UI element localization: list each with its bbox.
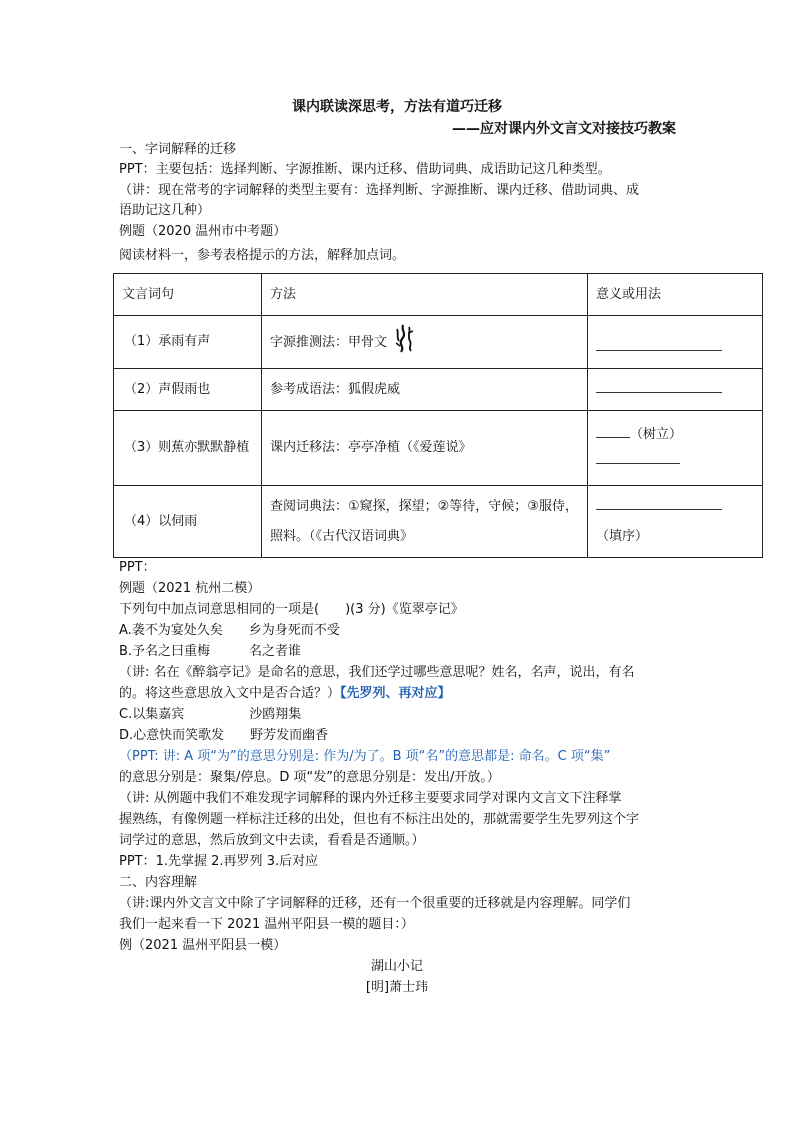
ppt-talk-line1: （PPT: 讲: A 项“为”的意思分别是: 作为/为了。B 项“名”的意思都是: 命名。C 项“集”	[119, 749, 611, 764]
table-header-cell: 意义或用法	[588, 274, 763, 316]
table-cell-phrase: （3）则蕉亦默默静植	[114, 411, 262, 486]
essay-title: 湖山小记	[370, 959, 423, 974]
document-subtitle: ——应对课内外文言文对接技巧教案	[452, 121, 676, 137]
section1-ppt-line: PPT：主要包括：选择判断、字源推断、课内迁移、借助词典、成语助记这几种类型。	[119, 162, 611, 177]
table-header-row	[114, 274, 763, 316]
table-row	[114, 486, 763, 558]
ppt-label: PPT：	[119, 560, 156, 575]
table-cell-method: 查阅词典法：①窥探，探望；②等待，守候；③服侍，照料。（《古代汉语词典》	[262, 486, 588, 558]
answer-blank[interactable]	[596, 449, 680, 464]
option-b-talk-line2	[119, 684, 679, 704]
example1-label: 例题（2020 温州市中考题）	[119, 224, 287, 239]
table-cell-answer	[588, 369, 763, 411]
example2-question: 下列句中加点词意思相同的一项是( )(3 分)《览翠亭记》	[119, 602, 464, 617]
ppt-talk-line2: 的意思分别是：聚集/停息。D 项“发”的意思分别是：发出/开放。）	[119, 770, 500, 785]
ppt-steps: PPT：1.先掌握 2.再罗列 3.后对应	[119, 854, 319, 869]
option-d: D.心意快而笑歌发 野芳发而幽香	[119, 728, 329, 743]
answer-hint: （填序）	[596, 528, 649, 544]
table-row	[114, 369, 763, 411]
table-cell-phrase: （4）以伺雨	[114, 486, 262, 558]
table-row	[114, 411, 763, 486]
example2-label: 例题（2021 杭州二模）	[119, 581, 261, 596]
section1-heading: 一、字词解释的迁移	[119, 142, 237, 157]
option-a: A.袭不为宴处久矣 乡为身死而不受	[119, 623, 340, 638]
table-cell-method	[262, 316, 588, 369]
option-c: C.以集嘉宾 沙鸥翔集	[119, 707, 302, 722]
example3-label: 例（2021 温州平阳县一模）	[119, 938, 287, 953]
table-cell-method: 参考成语法：狐假虎威	[262, 369, 588, 411]
table-cell-answer	[588, 486, 763, 558]
document-title: 课内联读深思考，方法有道巧迁移	[292, 99, 502, 115]
answer-hint: （树立）	[630, 427, 683, 442]
talk2-line1: （讲: 从例题中我们不难发现字词解释的课内外迁移主要要求同学对课内文言文下注释掌	[119, 791, 622, 806]
option-b: B.予名之曰重梅 名之者谁	[119, 644, 302, 659]
section2-talk-line1: （讲:课内外文言文中除了字词解释的迁移，还有一个很重要的迁移就是内容理解。同学们	[119, 896, 631, 911]
answer-blank[interactable]	[596, 336, 722, 351]
answer-blank[interactable]	[596, 423, 630, 438]
table-row	[114, 316, 763, 369]
table-cell-phrase: （2）声假雨也	[114, 369, 262, 411]
option-b-talk-line1: （讲: 名在《醉翁亭记》是命名的意思，我们还学过哪些意思呢？姓名，名声，说出，有名	[119, 665, 635, 680]
table-cell-phrase: （1）承雨有声	[114, 316, 262, 369]
talk2-line3: 词学过的意思，然后放到文中去读，看看是否通顺。）	[119, 833, 425, 848]
method-text: 字源推测法：甲骨文	[270, 334, 388, 350]
section1-talk-line1: （讲：现在常考的字词解释的类型主要有：选择判断、字源推断、课内迁移、借助词典、成	[119, 183, 640, 198]
answer-blank[interactable]	[596, 495, 722, 510]
table-header-cell: 方法	[262, 274, 588, 316]
section2-heading: 二、内容理解	[119, 875, 198, 890]
answer-blank[interactable]	[596, 378, 722, 393]
method-table	[113, 273, 763, 558]
table-cell-answer	[588, 316, 763, 369]
oracle-bone-glyph-icon	[393, 323, 415, 362]
table-cell-answer	[588, 411, 763, 486]
table-cell-method: 课内迁移法：亭亭净植（《爱莲说》	[262, 411, 588, 486]
example1-instruction: 阅读材料一，参考表格提示的方法，解释加点词。	[119, 248, 406, 263]
section1-talk-line2: 语助记这几种）	[119, 203, 211, 218]
highlight-tip: 【先罗列、再对应】	[340, 686, 451, 701]
talk-text: 的。将这些意思放入文中是否合适？）	[119, 686, 341, 701]
section2-talk-line2: 我们一起来看一下 2021 温州平阳县一模的题目：）	[119, 917, 414, 932]
essay-author: [明]萧士玮	[365, 980, 429, 995]
talk2-line2: 握熟练，有像例题一样标注迁移的出处，但也有不标注出处的，那就需要学生先罗列这个字	[119, 812, 640, 827]
table-header-cell: 文言词句	[114, 274, 262, 316]
